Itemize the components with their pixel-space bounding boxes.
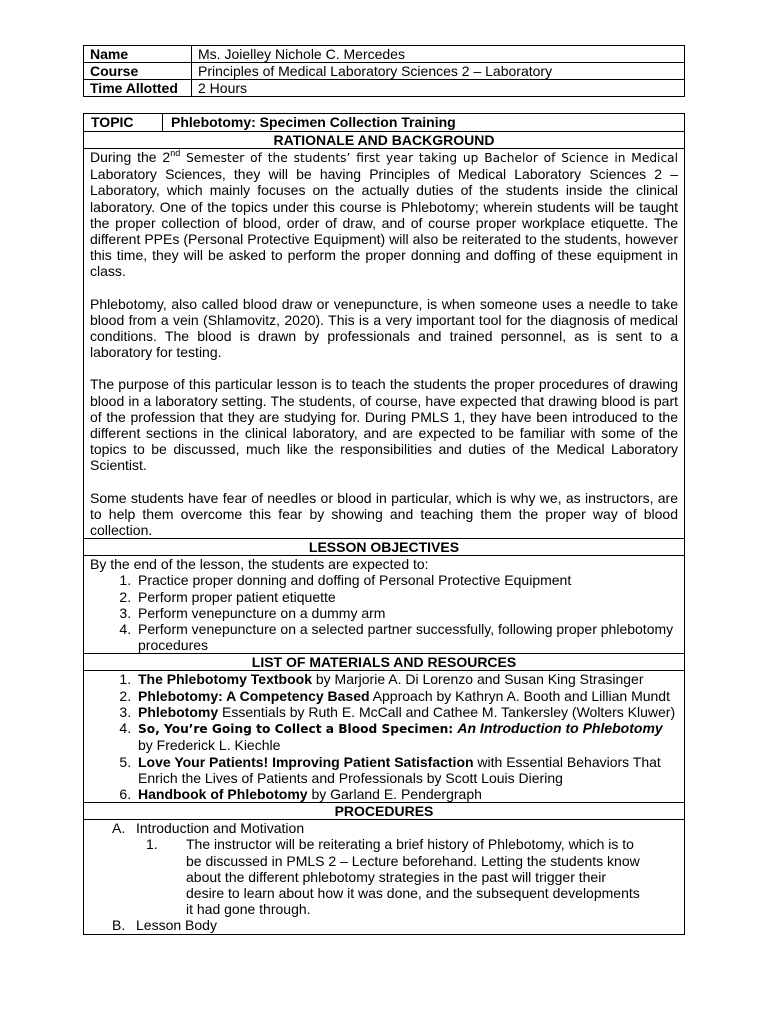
course-value: Principles of Medical Laboratory Sciences 2 – Laboratory bbox=[192, 63, 685, 80]
course-row bbox=[84, 63, 685, 80]
rationale-paragraph-4: Some students have fear of needles or blood in particular, which is why we, as instructors, are to help them overcome this fear by showing and teaching them the proper way of blood collection. bbox=[90, 489, 678, 539]
rationale-paragraph-3: The purpose of this particular lesson is to teach the students the proper procedures of drawing blood in a laboratory setting. The students, of course, have expected that drawing blood is part of the profession that they are studying for. During PMLS 1, they have been introduced to the different sections in the clinical laboratory, and are expected to be familiar with some of the topics to be discussed, much like the responsibilities and duties of the Medical Laboratory Scientist. bbox=[90, 376, 678, 474]
material-title: Phlebotomy: A Competency Based bbox=[138, 687, 370, 704]
material-item bbox=[135, 671, 678, 687]
procedure-a-marker: A. bbox=[112, 820, 126, 837]
material-title: The Phlebotomy Textbook bbox=[138, 671, 312, 688]
procedure-b-title: Lesson Body bbox=[136, 917, 217, 934]
rationale-p1-mid: Semester of the students’ first year taking up Bachelor of Science in Medical bbox=[180, 151, 678, 165]
material-item bbox=[135, 786, 678, 802]
name-row bbox=[84, 46, 685, 63]
material-details: by Frederick L. Kiechle bbox=[138, 737, 281, 754]
name-value: Ms. Joielley Nichole C. Mercedes bbox=[192, 46, 685, 63]
material-title: Love Your Patients! Improving Patient Satisfaction bbox=[138, 753, 474, 770]
procedure-step-a1 bbox=[90, 836, 678, 917]
rationale-p1-sup: nd bbox=[170, 148, 181, 158]
rationale-heading: RATIONALE AND BACKGROUND bbox=[84, 132, 684, 149]
objectives-list bbox=[90, 572, 678, 653]
material-details: Essentials by Ruth E. McCall and Cathee M. Tankersley (Wolters Kluwer) bbox=[218, 703, 676, 720]
topic-label: TOPIC bbox=[84, 114, 163, 131]
materials-heading: LIST OF MATERIALS AND RESOURCES bbox=[84, 654, 684, 671]
objective-item: 3. Perform venepuncture on a dummy arm bbox=[135, 605, 678, 621]
rationale-p1-rest: Laboratory Sciences, they will be having Principles of Medical Laboratory Sciences 2 – Laboratory, which mainly focuses on the actually duties of the students inside the clinical laboratory. One of the topics under this course is Phlebotomy; wherein students will be taught the proper collection of blood, order of draw, and of course proper workplace etiquette. The different PPEs (Personal Protective Equipment) will also be reiterated to the students, however this time, they will be asked to perform the proper donning and doffing of these equipment in class. bbox=[90, 166, 678, 280]
lesson-plan-table bbox=[83, 113, 685, 935]
procedure-a-title: Introduction and Motivation bbox=[136, 820, 305, 837]
material-details: by Garland E. Pendergraph bbox=[307, 785, 482, 802]
material-item bbox=[135, 720, 678, 753]
material-details: Approach by Kathryn A. Booth and Lillian Mundt bbox=[369, 687, 670, 704]
topic-value: Phlebotomy: Specimen Collection Training bbox=[171, 114, 456, 130]
material-item bbox=[135, 688, 678, 704]
material-item bbox=[135, 754, 678, 786]
rationale-paragraph-1 bbox=[90, 149, 678, 280]
objectives-heading: LESSON OBJECTIVES bbox=[84, 539, 684, 556]
procedure-a1-text: The instructor will be reiterating a brief history of Phlebotomy, which is to be discussed in PMLS 2 – Lecture beforehand. Letting the students know about the different phlebotomy strategies in the past will trigger their desire to learn about how it was done, and the subsequent developments it had gone through. bbox=[186, 836, 640, 918]
procedure-b-marker: B. bbox=[112, 917, 126, 934]
materials-list bbox=[90, 671, 678, 802]
objective-item: 2. Perform proper patient etiquette bbox=[135, 589, 678, 605]
time-row bbox=[84, 80, 685, 97]
objectives-intro: By the end of the lesson, the students are expected to: bbox=[90, 556, 429, 573]
objectives-body bbox=[84, 556, 684, 654]
material-title: Handbook of Phlebotomy bbox=[138, 785, 308, 802]
materials-body bbox=[84, 671, 684, 803]
procedure-a1-marker: 1. bbox=[146, 836, 158, 853]
objective-item: 1. Practice proper donning and doffing of Personal Protective Equipment bbox=[135, 572, 678, 588]
name-label: Name bbox=[84, 46, 192, 63]
objective-item: 4. Perform venepuncture on a selected partner successfully, following proper phlebotomy procedures bbox=[135, 621, 678, 653]
material-details: by Marjorie A. Di Lorenzo and Susan King Strasinger bbox=[311, 671, 644, 688]
procedure-section-b bbox=[90, 917, 678, 933]
procedure-section-a bbox=[90, 820, 678, 836]
material-title: So, You’re Going to Collect a Blood Specimen: bbox=[138, 722, 458, 737]
course-label: Course bbox=[84, 63, 192, 80]
material-subtitle: An Introduction to Phlebotomy bbox=[457, 720, 663, 737]
material-title: Phlebotomy bbox=[138, 703, 219, 720]
procedures-heading: PROCEDURES bbox=[84, 803, 684, 820]
rationale-p1-start: During the 2 bbox=[90, 149, 171, 165]
material-details: with Essential Behaviors That Enrich the Lives of Patients and Professionals by Scott Louis Diering bbox=[138, 753, 661, 786]
time-value: 2 Hours bbox=[192, 80, 685, 97]
rationale-body bbox=[84, 149, 684, 539]
material-item bbox=[135, 704, 678, 720]
time-label: Time Allotted bbox=[84, 80, 192, 97]
topic-row bbox=[84, 114, 684, 132]
header-info-table bbox=[83, 45, 685, 97]
procedures-body bbox=[84, 820, 684, 933]
rationale-paragraph-2: Phlebotomy, also called blood draw or venepuncture, is when someone uses a needle to take blood from a vein (Shlamovitz, 2020). This is a very important tool for the diagnosis of medical conditions. The blood is drawn by professionals and trained personnel, as is sent to a laboratory for testing. bbox=[90, 295, 678, 361]
